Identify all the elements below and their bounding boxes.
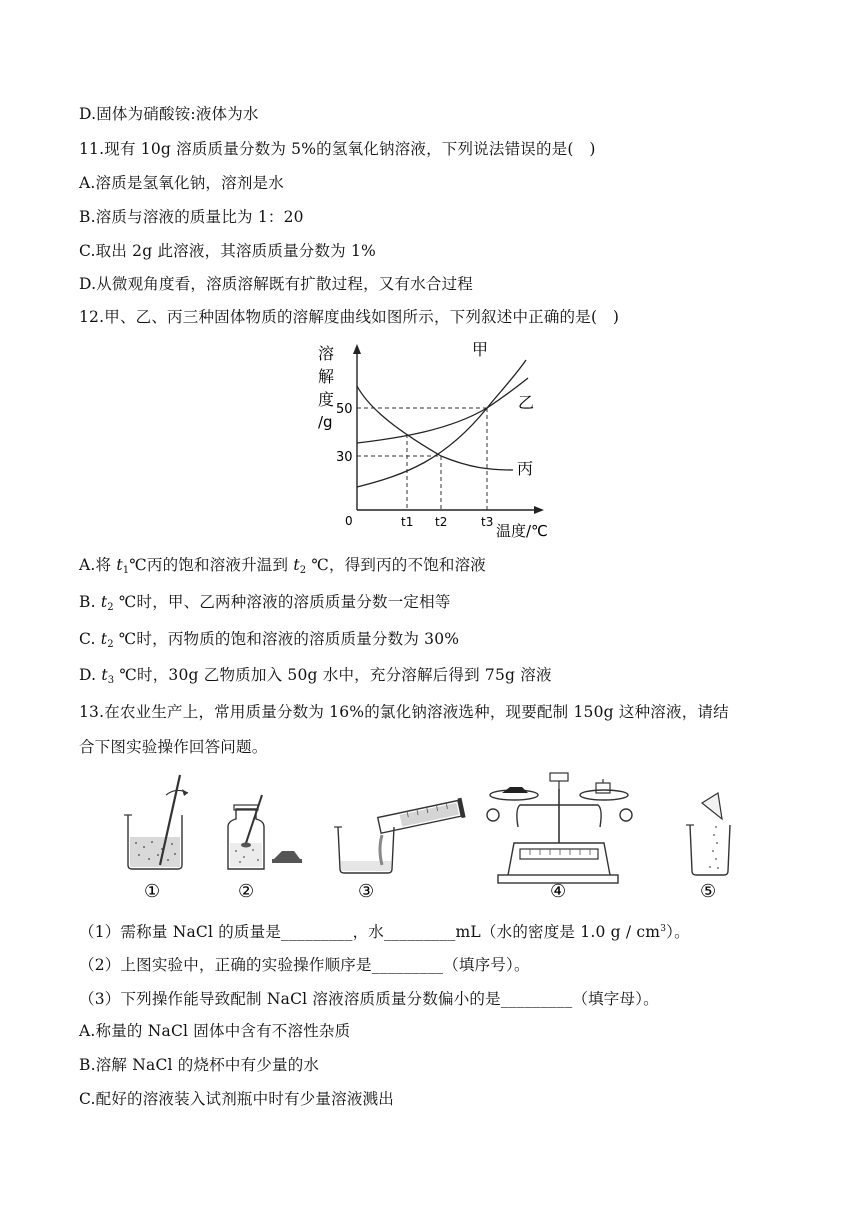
label-3: ③ (358, 881, 375, 902)
q11-option-c: C.取出 2g 此溶液，其溶质质量分数为 1% (79, 242, 376, 260)
text-segment: ℃时，30g 乙物质加入 50g 水中，充分溶解后得到 75g 溶液 (114, 666, 552, 684)
reagent-bottle-icon (228, 795, 302, 869)
series-label-bing: 丙 (517, 459, 534, 478)
q13-option-c: C.配好的溶液装入试剂瓶中时有少量溶液溅出 (79, 1090, 394, 1108)
q13-option-b: B.溶解 NaCl 的烧杯中有少量的水 (79, 1056, 320, 1074)
ylabel-char-2: 解 (318, 367, 335, 386)
q12-option-b (79, 591, 451, 619)
q12-option-a (79, 554, 486, 582)
x-axis-label: 温度/℃ (496, 522, 548, 540)
subscript: 2 (107, 602, 114, 613)
label-1: ① (144, 881, 161, 902)
text-segment: （1）需称量 NaCl 的质量是_________，水_________mL（水的密度是 1.0 g / cm (79, 923, 661, 941)
label-5: ⑤ (700, 881, 717, 902)
x-tick-t2: t2 (435, 515, 448, 529)
pouring-cylinder-icon (334, 798, 466, 873)
label-4: ④ (550, 881, 567, 902)
x-tick-t1: t1 (401, 515, 414, 529)
series-jia-curve (357, 360, 526, 487)
text-segment: ℃时，甲、乙两种溶液的溶质质量分数一定相等 (113, 593, 451, 611)
var-t: t (293, 556, 300, 574)
var-t: t (101, 666, 108, 684)
text-segment: ℃时，丙物质的饱和溶液的溶质质量分数为 30% (113, 630, 460, 648)
series-label-yi: 乙 (518, 393, 535, 412)
q12-option-c (79, 628, 459, 656)
q13-stem-line1: 13.在农业生产上，常用质量分数为 16%的氯化钠溶液选种，现要配制 150g 这种溶液，请结 (79, 703, 729, 721)
q13-stem-line2: 合下图实验操作回答问题。 (79, 738, 268, 756)
series-bing-curve (357, 386, 513, 470)
text-segment: ℃，得到丙的不饱和溶液 (306, 556, 486, 574)
q12-option-d (79, 664, 552, 692)
var-t: t (116, 556, 123, 574)
x-tick-t3: t3 (481, 515, 494, 529)
y-tick-30: 30 (336, 450, 353, 465)
superscript: 3 (660, 924, 667, 934)
q11-option-b: B.溶质与溶液的质量比为 1：20 (79, 208, 304, 226)
text-segment: C. (79, 630, 101, 648)
series-label-jia: 甲 (472, 340, 489, 359)
q11-option-a: A.溶质是氢氧化钠，溶剂是水 (79, 174, 284, 192)
q12-stem: 12.甲、乙、丙三种固体物质的溶解度曲线如图所示，下列叙述中正确的是( ) (79, 308, 620, 326)
text-segment: ）。 (666, 923, 690, 941)
subscript: 2 (107, 639, 114, 650)
q13-part2: （2）上图实验中，正确的实验操作顺序是_________（填序号）。 (79, 956, 530, 974)
subscript: 3 (107, 675, 115, 686)
q11-option-d: D.从微观角度看，溶质溶解既有扩散过程，又有水合过程 (79, 275, 474, 293)
q11-stem: 11.现有 10g 溶质质量分数为 5%的氢氧化钠溶液，下列说法错误的是( ) (79, 140, 596, 158)
var-t: t (100, 593, 108, 611)
ylabel-char-4: /g (318, 413, 333, 431)
q13-part1 (79, 918, 690, 943)
subscript: 2 (299, 565, 307, 576)
subscript: 1 (122, 565, 130, 576)
series-yi-curve (357, 378, 528, 443)
text-segment: D. (79, 666, 102, 684)
text-segment: B. (79, 593, 101, 611)
x-axis-arrow (534, 506, 544, 514)
y-tick-50: 50 (336, 402, 353, 417)
solubility-chart (310, 340, 560, 540)
pouring-solid-icon (686, 793, 730, 875)
q13-part3: （3）下列操作能导致配制 NaCl 溶液溶质质量分数偏小的是_________（填字母）。 (79, 990, 659, 1008)
q13-option-a: A.称量的 NaCl 固体中含有不溶性杂质 (79, 1022, 351, 1040)
origin-label: 0 (345, 514, 353, 528)
ylabel-char-1: 溶 (318, 344, 335, 363)
apparatus-figure (110, 765, 750, 905)
beaker-stirring-icon (124, 775, 188, 869)
ylabel-char-3: 度 (318, 390, 335, 409)
y-axis-arrow (353, 344, 361, 354)
text-segment: ℃丙的饱和溶液升温到 (129, 556, 294, 574)
text-segment: A.将 (79, 556, 117, 574)
q10-option-d: D.固体为硝酸铵:液体为水 (79, 105, 259, 123)
label-2: ② (238, 881, 255, 902)
balance-icon (487, 773, 632, 883)
var-t: t (100, 630, 108, 648)
